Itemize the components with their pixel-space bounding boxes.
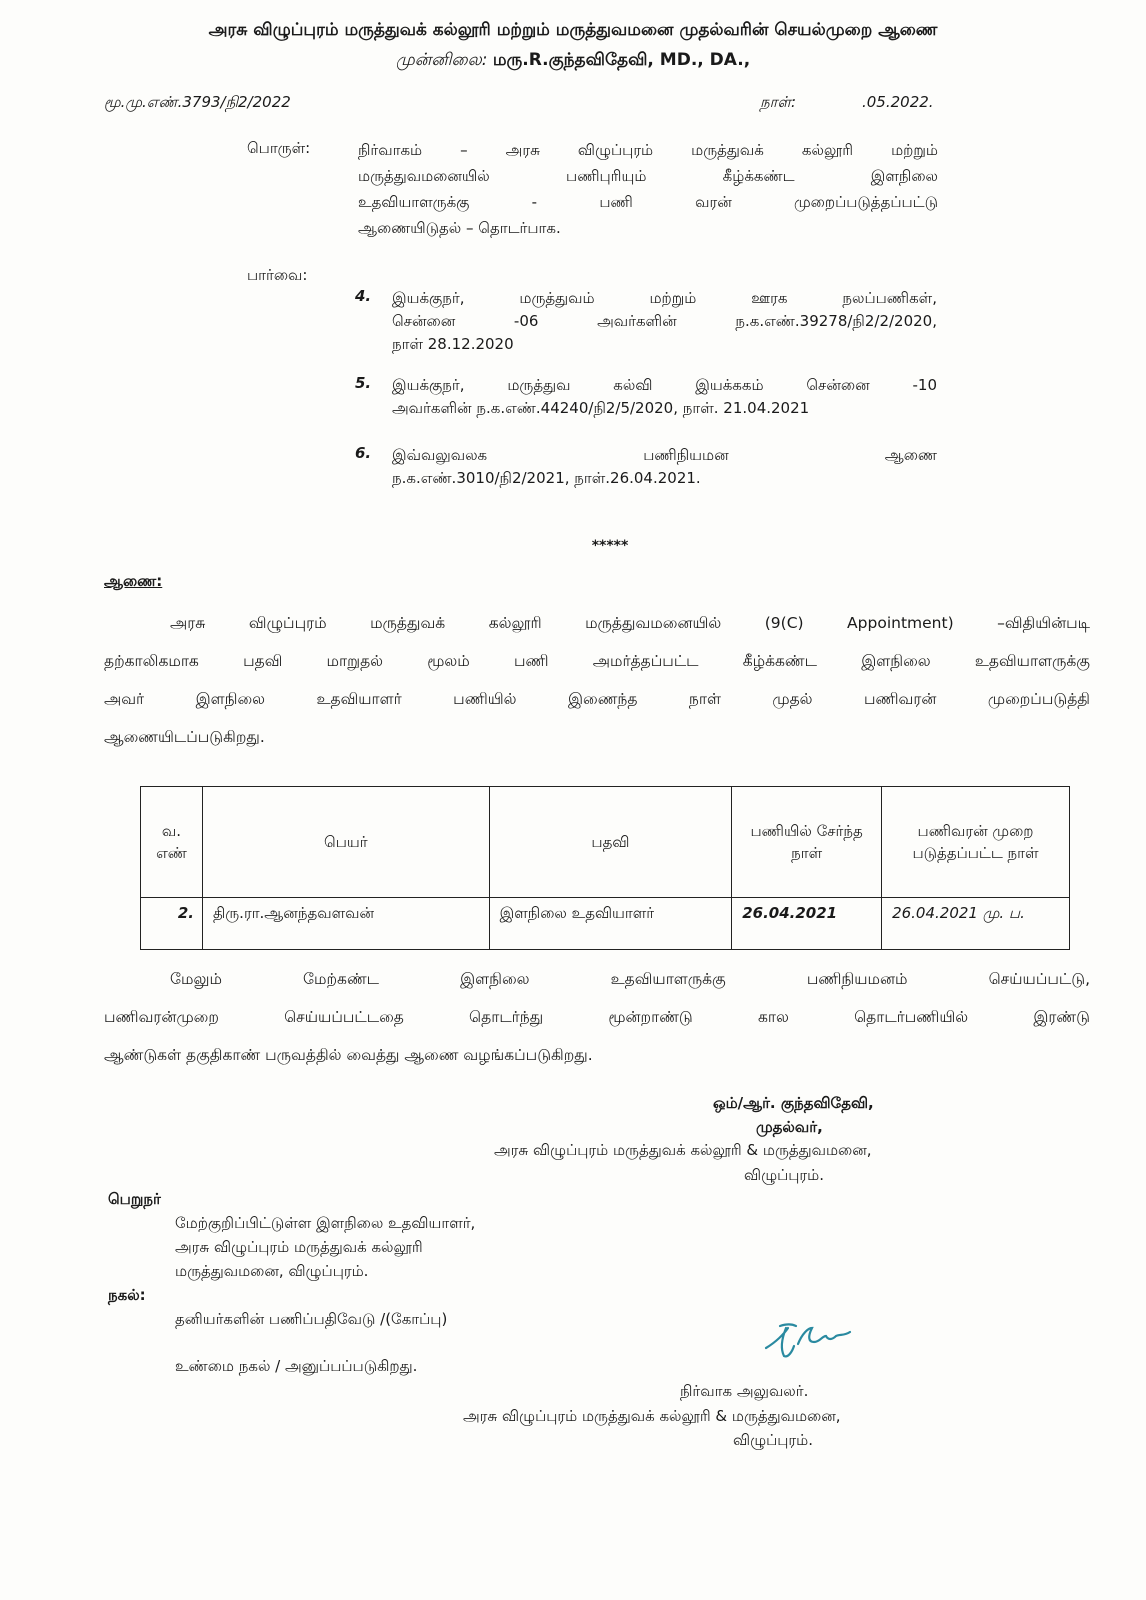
signatory-place: விழுப்புரம். [744,1166,825,1184]
subject-text [358,137,938,241]
signatory-org: அரசு விழுப்புரம் மருத்துவக் கல்லூரி & மருத்துவமனை, [494,1141,872,1159]
regularization-table [140,786,1070,950]
true-copy-note: உண்மை நகல் / அனுப்பப்படுகிறது. [175,1357,418,1375]
reference-line: ந.க.எண்.3010/நி2/2021, நாள்.26.04.2021. [392,469,701,487]
cell-serial: 2. [141,898,203,950]
header-name: பெயர் [202,787,489,898]
reference-number-6: 6. [355,444,372,462]
reference-line: இயக்குநர், மருத்துவ கல்வி இயக்ககம் சென்னை -10 [392,376,937,394]
order-line: தற்காலிகமாக பதவி மாறுதல் மூலம் பணி அமர்த்தப்பட்ட கீழ்க்கண்ட இளநிலை உதவியாளருக்கு [104,652,1090,670]
reference-number-4: 4. [355,287,372,305]
admin-place: விழுப்புரம். [733,1431,814,1449]
reference-line: இவ்வலுவலக பணிநியமன ஆணை [392,446,937,464]
order-line: அரசு விழுப்புரம் மருத்துவக் கல்லூரி மருத்துவமனையில் (9(C) Appointment) –விதியின்படி [170,614,1090,632]
order-line: அவர் இளநிலை உதவியாளர் பணியில் இணைந்த நாள் முதல் பணிவரன் முறைப்படுத்தி [104,690,1090,708]
reference-line: நாள் 28.12.2020 [392,335,514,353]
copy-line: தனியர்களின் பணிப்பதிவேடு /(கோப்பு) [175,1310,448,1328]
further-paragraph [104,960,1090,1074]
subject-line: உதவியாளருக்கு - பணி வரன் முறைப்படுத்தப்பட்டு [358,193,938,211]
reference-line: இயக்குநர், மருத்துவம் மற்றும் ஊரக நலப்பணிகள், [392,289,937,307]
subject-line: நிர்வாகம் – அரசு விழுப்புரம் மருத்துவக் கல்லூரி மற்றும் [358,141,938,159]
table-header-row [141,787,1070,898]
reference-line: சென்னை -06 அவர்களின் ந.க.எண்.39278/நி2/2/2020, [392,312,937,330]
copy-label: நகல்: [108,1286,146,1304]
recipient-line: மருத்துவமனை, விழுப்புரம். [175,1262,369,1280]
recipient-line: அரசு விழுப்புரம் மருத்துவக் கல்லூரி [175,1238,423,1256]
recipient-label: பெறுநர் [108,1190,161,1208]
signatory-title: முதல்வர், [756,1118,823,1136]
handwritten-signature [762,1318,858,1362]
further-line: பணிவரன்முறை செய்யப்பட்டதை தொடர்ந்து மூன்றாண்டு கால தொடர்பணியில் இரண்டு [104,1008,1090,1026]
header-serial: வ. எண் [141,787,203,898]
presence-line [0,50,1146,72]
cell-join-date: 26.04.2021 [732,898,882,950]
subject-line: ஆணையிடுதல் – தொடர்பாக. [358,219,561,237]
document-title: அரசு விழுப்புரம் மருத்துவக் கல்லூரி மற்றும் மருத்துவமனை முதல்வரின் செயல்முறை ஆணை [208,20,938,40]
header-regularized-date: பணிவரன் முறை படுத்தப்பட்ட நாள் [882,787,1070,898]
order-paragraph [104,604,1090,756]
further-line: ஆண்டுகள் தகுதிகாண் பருவத்தில் வைத்து ஆணை வழங்கப்படுகிறது. [104,1046,593,1064]
reference-number-5: 5. [355,374,372,392]
reference-number: மூ.மு.எண்.3793/நி2/2022 [104,93,291,111]
cell-name: திரு.ரா.ஆனந்தவளவன் [202,898,489,950]
subject-label: பொருள்: [247,139,311,157]
reference-line: அவர்களின் ந.க.எண்.44240/நி2/5/2020, நாள். 21.04.2021 [392,399,810,417]
presence-label: முன்னிலை: [395,50,488,70]
separator-stars: ***** [591,538,629,554]
references-label: பார்வை: [247,266,308,284]
table-row [141,898,1070,950]
signatory-name: ஒம்/ஆர். குந்தவிதேவி, [713,1094,874,1112]
recipient-line: மேற்குறிப்பிட்டுள்ள இளநிலை உதவியாளர், [175,1214,476,1232]
cell-regularized-date: 26.04.2021 மு. ப. [882,898,1070,950]
presence-name: மரு.R.குந்தவிதேவி, MD., DA., [492,50,751,70]
admin-org: அரசு விழுப்புரம் மருத்துவக் கல்லூரி & மருத்துவமனை, [463,1407,841,1425]
order-line: ஆணையிடப்படுகிறது. [104,728,265,746]
date-value: .05.2022. [862,93,934,111]
header-join-date: பணியில் சேர்ந்த நாள் [732,787,882,898]
cell-post: இளநிலை உதவியாளர் [489,898,732,950]
admin-title: நிர்வாக அலுவலர். [680,1382,809,1400]
subject-line: மருத்துவமனையில் பணிபுரியும் கீழ்க்கண்ட இளநிலை [358,167,938,185]
order-label: ஆணை: [104,572,163,590]
date-label: நாள்: [760,93,797,111]
further-line: மேலும் மேற்கண்ட இளநிலை உதவியாளருக்கு பணிநியமனம் செய்யப்பட்டு, [170,970,1090,988]
header-post: பதவி [489,787,732,898]
